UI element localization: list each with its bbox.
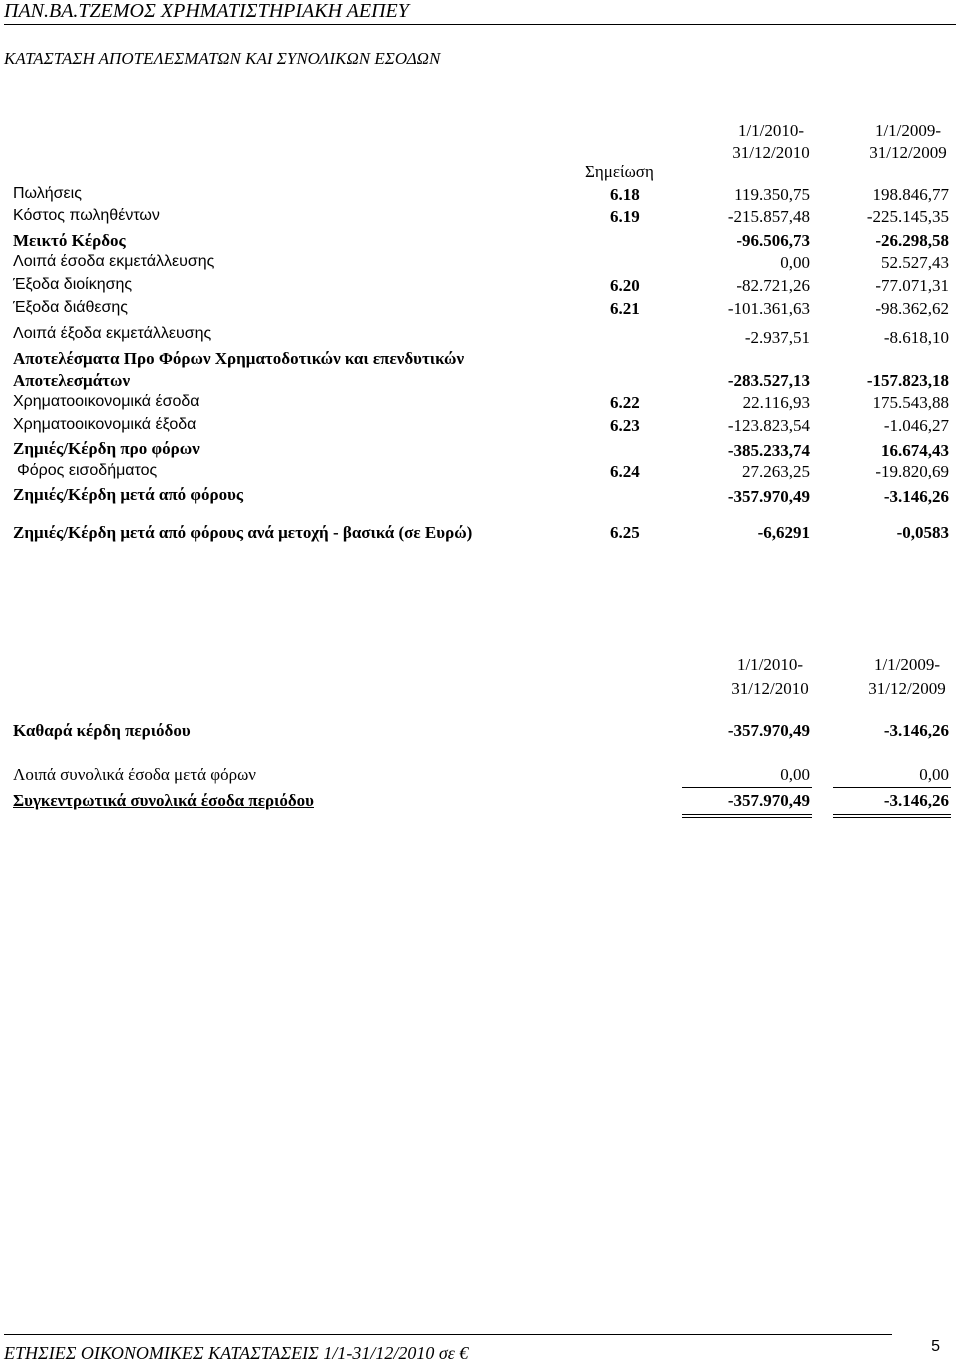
row-value-2010: 22.116,93 [742, 393, 810, 412]
row-value-2010: -215.857,48 [727, 207, 810, 226]
row-value-2010: -2.937,51 [744, 328, 810, 347]
row-note: 6.22 [610, 393, 640, 412]
table-row [0, 439, 960, 462]
row-value-2010: -101.361,63 [727, 299, 810, 318]
footer-rule [4, 1334, 892, 1335]
row-value-2009: -26.298,58 [875, 231, 949, 250]
row-value-2010: 0,00 [780, 765, 810, 784]
row-label: Λοιπά έξοδα εκμετάλλευσης [13, 325, 212, 342]
table-row [0, 325, 960, 348]
row-value-2009: -0,0583 [896, 523, 949, 542]
table-row [0, 485, 960, 508]
row-label: Χρηματοοικονομικά έσοδα [13, 393, 200, 410]
table-row [0, 231, 960, 254]
table-row [0, 299, 960, 322]
row-value-2009: -98.362,62 [875, 299, 949, 318]
table-row [0, 416, 960, 439]
row-label: Λοιπά συνολικά έσοδα μετά φόρων [13, 765, 256, 784]
row-note: 6.20 [610, 276, 640, 295]
column-header-2009-line1: 1/1/2009- [874, 121, 942, 140]
row-value-2010: -6,6291 [757, 523, 810, 542]
table-row [0, 349, 960, 393]
ci-column-header-2010-line1: 1/1/2010- [736, 655, 804, 674]
row-label: Ζημιές/Κέρδη προ φόρων [13, 439, 200, 458]
table-row [0, 721, 960, 744]
table-row [0, 765, 960, 788]
row-label: Φόρος εισοδήματος [17, 462, 158, 479]
row-note: 6.23 [610, 416, 640, 435]
row-value-2009: 198.846,77 [872, 185, 949, 204]
row-value-2010: -385.233,74 [727, 441, 810, 460]
total-rule-2009-a [833, 814, 951, 815]
ci-column-header-2010-line2: 31/12/2010 [731, 679, 809, 698]
row-label-line2: Αποτελεσμάτων [13, 371, 131, 390]
row-label-line1: Αποτελέσματα Προ Φόρων Χρηματοδοτικών και επενδυτικών [13, 349, 465, 368]
row-label: Χρηματοοικονομικά έξοδα [13, 416, 197, 433]
row-label: Κόστος πωληθέντων [13, 207, 160, 224]
company-name: ΠΑΝ.ΒΑ.ΤΖΕΜΟΣ ΧΡΗΜΑΤΙΣΤΗΡΙΑΚΗ ΑΕΠΕΥ [4, 0, 409, 22]
header-rule [4, 24, 956, 25]
row-note: 6.19 [610, 207, 640, 226]
row-label: Πωλήσεις [13, 185, 82, 202]
row-label: Μεικτό Κέρδος [13, 231, 126, 250]
table-row [0, 276, 960, 299]
row-note: 6.18 [610, 185, 640, 204]
report-title: ΚΑΤΑΣΤΑΣΗ ΑΠΟΤΕΛΕΣΜΑΤΩΝ ΚΑΙ ΣΥΝΟΛΙΚΩΝ ΕΣΟΔΩΝ [4, 49, 441, 68]
row-value-2009: 0,00 [919, 765, 949, 784]
row-value-2009: -3.146,26 [883, 721, 949, 740]
row-label: Ζημιές/Κέρδη μετά από φόρους ανά μετοχή - βασικά (σε Ευρώ) [13, 523, 473, 542]
subtotal-rule-2010 [682, 787, 812, 788]
row-value-2009: 52.527,43 [881, 253, 949, 272]
row-label: Καθαρά κέρδη περιόδου [13, 721, 191, 740]
ci-column-header-2009-line2: 31/12/2009 [868, 679, 946, 698]
row-value-2010: -357.970,49 [727, 791, 810, 810]
row-note: 6.21 [610, 299, 640, 318]
row-value-2010: -357.970,49 [727, 721, 810, 740]
ci-column-header-2009 [855, 653, 959, 701]
column-header-2009-line2: 31/12/2009 [869, 143, 947, 162]
subtotal-rule-2009 [833, 787, 951, 788]
row-value-2009: -225.145,35 [866, 207, 949, 226]
row-value-2009: -1.046,27 [883, 416, 949, 435]
row-note: 6.24 [610, 462, 640, 481]
table-row [0, 185, 960, 208]
row-value-2009: -3.146,26 [883, 791, 949, 810]
table-row [0, 523, 960, 546]
table-row [0, 393, 960, 416]
row-label: Έξοδα διοίκησης [13, 276, 133, 293]
column-header-2010-line2: 31/12/2010 [732, 143, 810, 162]
row-value-2010: -123.823,54 [727, 416, 810, 435]
row-note: 6.25 [610, 523, 640, 542]
row-value-2010: 119.350,75 [734, 185, 810, 204]
row-value-2009: -77.071,31 [875, 276, 949, 295]
table-row [0, 207, 960, 230]
row-value-2009: -8.618,10 [883, 328, 949, 347]
column-header-2010-line1: 1/1/2010- [737, 121, 805, 140]
table-row [0, 791, 960, 814]
table-row [0, 462, 960, 485]
row-value-2009: -19.820,69 [875, 462, 949, 481]
page-number: 5 [931, 1338, 940, 1355]
total-rule-2010-b [682, 817, 812, 818]
total-rule-2009-b [833, 817, 951, 818]
note-column-header: Σημείωση [585, 162, 654, 181]
column-header-2009 [858, 120, 958, 164]
row-value-2010: 0,00 [780, 253, 810, 272]
row-value-2010: 27.263,25 [742, 462, 810, 481]
row-value-2010: -283.527,13 [727, 371, 810, 390]
ci-column-header-2010 [713, 653, 827, 701]
row-value-2010: -96.506,73 [736, 231, 810, 250]
footer-text: ΕΤΗΣΙΕΣ ΟΙΚΟΝΟΜΙΚΕΣ ΚΑΤΑΣΤΑΣΕΙΣ 1/1-31/12/2010 σε € [4, 1343, 469, 1363]
row-value-2009: -157.823,18 [866, 371, 949, 390]
table-row [0, 253, 960, 276]
row-value-2009: 16.674,43 [881, 441, 949, 460]
total-rule-2010-a [682, 814, 812, 815]
row-value-2009: 175.543,88 [872, 393, 949, 412]
row-value-2009: -3.146,26 [883, 487, 949, 506]
row-value-2010: -82.721,26 [736, 276, 810, 295]
row-label: Συγκεντρωτικά συνολικά έσοδα περιόδου [13, 791, 314, 810]
row-label: Ζημιές/Κέρδη μετά από φόρους [13, 485, 244, 504]
column-header-2010 [716, 120, 826, 164]
row-value-2010: -357.970,49 [727, 487, 810, 506]
row-label: Λοιπά έσοδα εκμετάλλευσης [13, 253, 215, 270]
row-label: Έξοδα διάθεσης [13, 299, 129, 316]
ci-column-header-2009-line1: 1/1/2009- [873, 655, 941, 674]
